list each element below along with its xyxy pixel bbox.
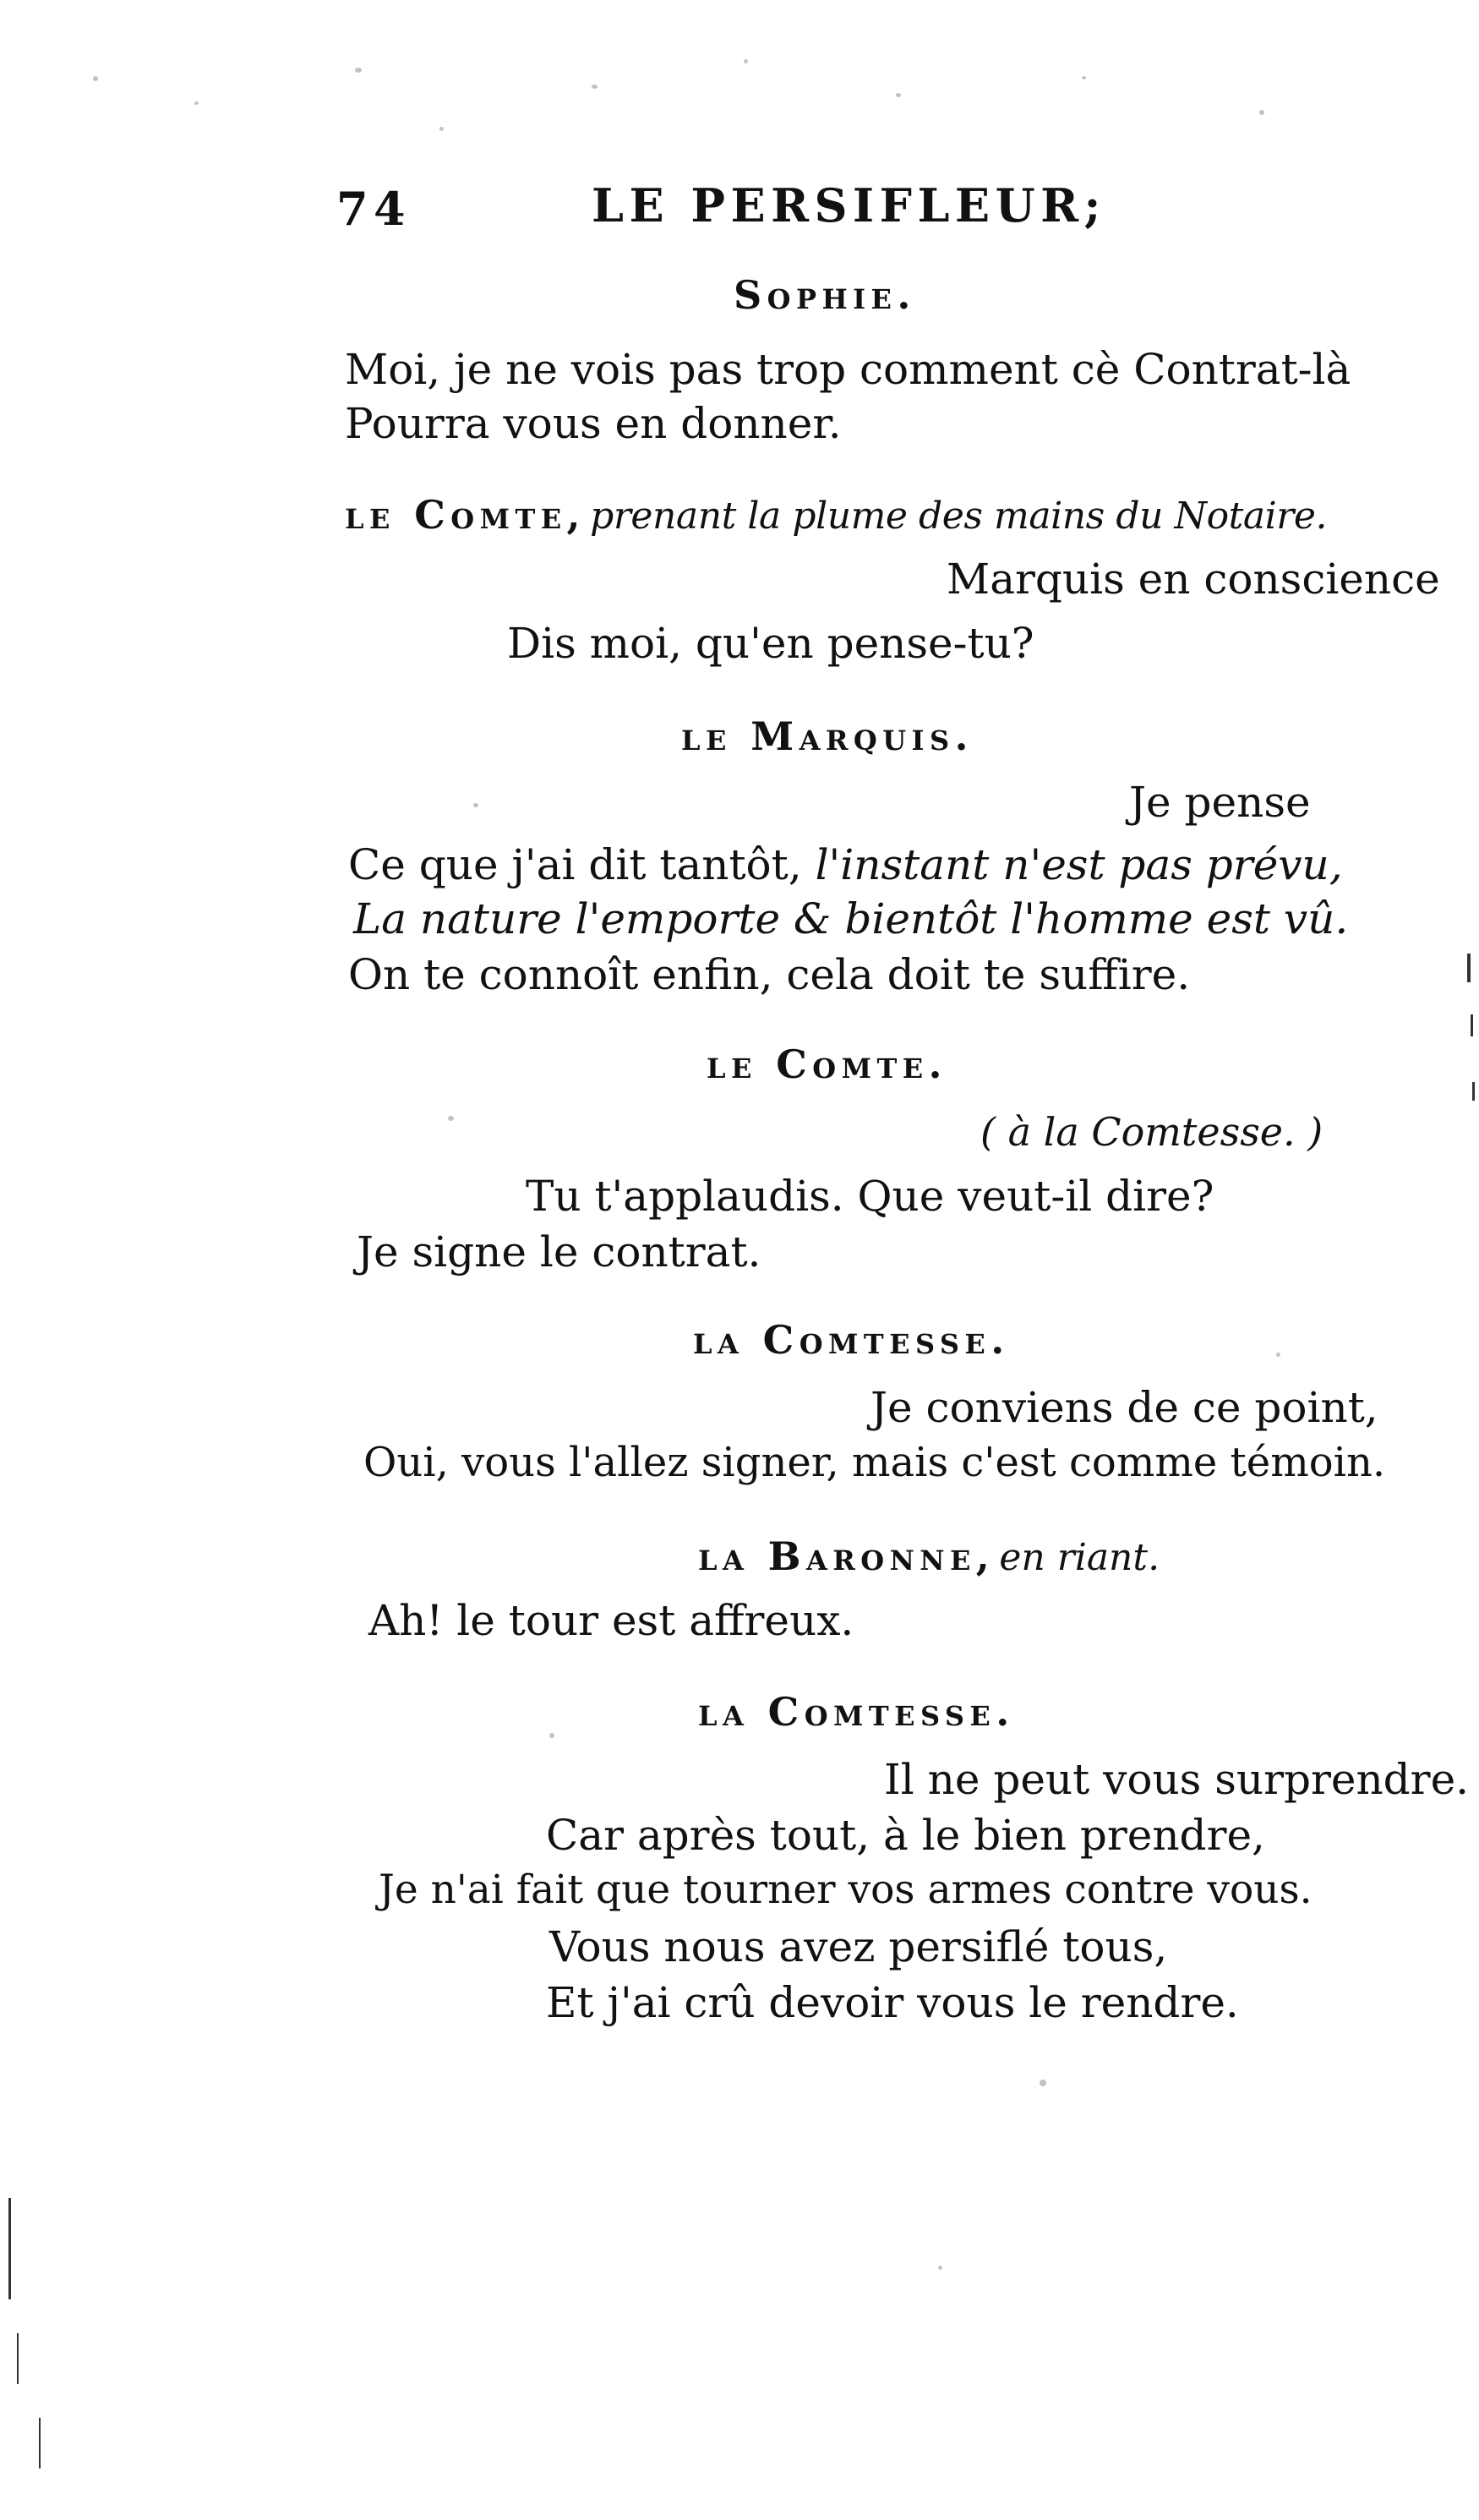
stage-direction: ( à la Comtesse. ) (980, 1109, 1323, 1155)
scan-speck (896, 93, 901, 97)
edge-mark (1471, 1014, 1473, 1036)
speaker-comte: le Comte, (345, 492, 586, 538)
verse-line: Dis moi, qu'en pense-tu? (507, 619, 1034, 668)
speaker-sophie: Sophie. (734, 272, 916, 318)
running-title: LE PERSIFLEUR; (592, 178, 1106, 232)
verse-line: Moi, je ne vois pas trop comment cè Contrat-là (345, 345, 1351, 394)
scan-speck (744, 59, 748, 63)
scan-speck (194, 101, 199, 105)
edge-mark (1467, 954, 1471, 982)
verse-line: Marquis en conscience (947, 555, 1440, 604)
verse-line: Il ne peut vous surprendre. (884, 1755, 1470, 1804)
edge-mark (1472, 1082, 1475, 1101)
verse-text-italic: l'instant n'est pas prévu, (815, 840, 1343, 889)
speaker-comte: le Comte. (707, 1041, 947, 1087)
speaker-comtesse: la Comtesse. (693, 1317, 1010, 1363)
verse-line: Je pense (1129, 778, 1311, 827)
scan-speck (592, 85, 598, 89)
speaker-marquis: le Marquis. (681, 713, 974, 759)
page-number: 74 (336, 182, 412, 236)
verse-line: Je n'ai fait que tourner vos armes contre vous. (379, 1867, 1313, 1913)
verse-line (348, 840, 1343, 889)
verse-text: Ce que j'ai dit tantôt, (348, 840, 802, 889)
verse-line: Vous nous avez persiflé tous, (549, 1922, 1168, 1971)
scan-speck (448, 1116, 454, 1121)
verse-line: La nature l'emporte & bientôt l'homme est vû. (353, 894, 1349, 943)
edge-mark (8, 2198, 11, 2299)
scan-speck (549, 1733, 554, 1738)
verse-line: Pourra vous en donner. (345, 399, 842, 448)
scan-speck (473, 803, 478, 807)
verse-line: On te connoît enfin, cela doit te suffire. (348, 950, 1191, 999)
scan-speck (93, 76, 98, 81)
verse-line: Ah! le tour est affreux. (368, 1596, 854, 1645)
verse-line: Et j'ai crû devoir vous le rendre. (546, 1978, 1239, 2027)
scan-speck (355, 68, 362, 73)
stage-direction: en riant. (999, 1536, 1160, 1579)
speaker-line-baronne (698, 1533, 1160, 1579)
scan-speck (1259, 110, 1264, 115)
speaker-baronne: la Baronne, (698, 1533, 996, 1579)
edge-mark (39, 2418, 41, 2468)
stage-direction: prenant la plume des mains du Notaire. (590, 495, 1328, 538)
speaker-comtesse: la Comtesse. (698, 1689, 1015, 1735)
scan-speck (1040, 2080, 1046, 2086)
verse-line: Car après tout, à le bien prendre, (546, 1811, 1265, 1860)
verse-line: Je conviens de ce point, (870, 1383, 1378, 1432)
scan-speck (1082, 76, 1086, 79)
verse-line: Oui, vous l'allez signer, mais c'est comme témoin. (363, 1439, 1386, 1486)
verse-line: Je signe le contrat. (357, 1227, 761, 1276)
scan-speck (439, 127, 444, 131)
verse-line: Tu t'applaudis. Que veut-il dire? (526, 1172, 1214, 1221)
edge-mark (17, 2333, 19, 2384)
speaker-line-comte (345, 492, 1328, 538)
scan-speck (938, 2266, 942, 2270)
scan-speck (1276, 1353, 1280, 1357)
